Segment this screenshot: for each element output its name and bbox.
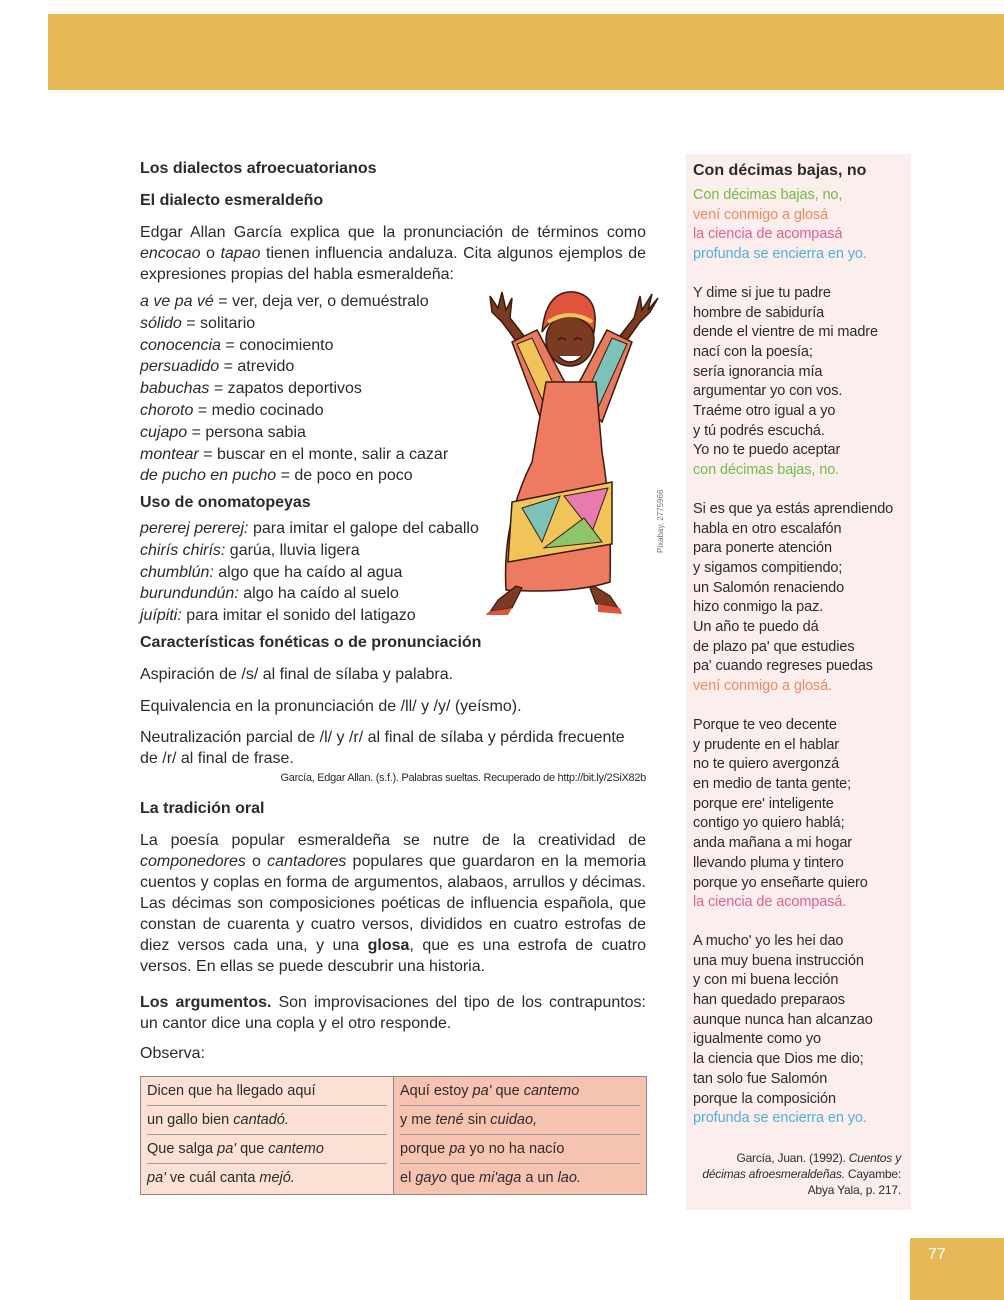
list-item: babuchas = zapatos deportivos	[140, 380, 362, 398]
poem-line: la ciencia de acompasá	[693, 226, 843, 243]
poem-line: de plazo pa' que estudies	[693, 638, 855, 655]
poem-line: y sigamos compitiendo;	[693, 559, 843, 576]
poem-line: Yo no te puedo aceptar	[693, 442, 841, 459]
poem-line: anda mañana a mi hogar	[693, 835, 853, 852]
poem-stanza	[693, 284, 911, 481]
section-heading-dialectos: Los dialectos afroecuatorianos	[140, 160, 377, 177]
poem-line: la ciencia de acompasá.	[693, 894, 847, 911]
copla-line: un gallo bien cantadó.	[147, 1106, 387, 1135]
copla-line: Dicen que ha llegado aquí	[147, 1077, 387, 1106]
poem-stanza	[693, 500, 911, 697]
source-citation: García, Edgar Allan. (s.f.). Palabras sueltas. Recuperado de http://bit.ly/2SiX82b	[280, 772, 646, 784]
list-item: a ve pa vé = ver, deja ver, o demuéstralo	[140, 293, 429, 310]
page-number: 77	[910, 1238, 1004, 1300]
list-item: montear = buscar en el monte, salir a cazar	[140, 445, 449, 463]
poem-line: habla en otro escalafón	[693, 520, 842, 537]
poem-line: y con mi buena lección	[693, 972, 839, 989]
fonetica-paragraph: Neutralización parcial de /l/ y /r/ al final de sílaba y pérdida frecuente de /r/ al final de frase.	[140, 729, 625, 767]
poem-line: contigo yo quiero hablá;	[693, 815, 845, 832]
copla-line: el gayo que mi'aga a un lao.	[400, 1170, 581, 1186]
poem-line: han quedado preparaos	[693, 992, 845, 1009]
poem-line: vení conmigo a glosá	[693, 206, 829, 223]
poem-line: Un año te puedo dá	[693, 619, 819, 636]
poem-line: Con décimas bajas, no,	[693, 187, 843, 203]
poem-line: Si es que ya estás aprendiendo	[693, 500, 894, 517]
poem-line: sería ignorancia mía	[693, 363, 823, 380]
poem-sidebar	[686, 154, 911, 1210]
section-heading-foneticas: Características fonéticas o de pronunciación	[140, 634, 482, 651]
poem-glosa	[693, 186, 911, 265]
section-heading-tradicion: La tradición oral	[140, 800, 265, 817]
poem-line: igualmente como yo	[693, 1031, 821, 1048]
poem-line: la ciencia que Dios me dio;	[693, 1051, 864, 1068]
poem-line: argumentar yo con vos.	[693, 383, 843, 400]
poem-line: y tú podrés escuchá.	[693, 422, 825, 439]
argumentos-paragraph: Los argumentos. Son improvisaciones del tipo de los contrapuntos: un cantor dice una copla y el otro responde.	[140, 994, 646, 1032]
list-item: cujapo = persona sabia	[140, 423, 306, 441]
image-credit: Pixabay, 2775966	[656, 489, 665, 553]
poem-line: llevando pluma y tintero	[693, 854, 844, 871]
poem-line: Traéme otro igual a yo	[693, 403, 836, 420]
poem-line: no te quiero avergonzá	[693, 756, 840, 773]
fonetica-paragraph: Aspiración de /s/ al final de sílaba y palabra.	[140, 666, 454, 683]
poem-line: una muy buena instrucción	[693, 952, 864, 969]
poem-line: aunque nunca han alcanzao	[693, 1011, 873, 1028]
list-item: pererej pererej: para imitar el galope del caballo	[140, 520, 479, 537]
copla-line: Aquí estoy pa' que cantemo	[400, 1077, 640, 1106]
intro-paragraph: Edgar Allan García explica que la pronunciación de términos como encocao o tapao tienen influencia andaluza. Cita algunos ejemplos de expresiones propias del habla esmeraldeña:	[140, 224, 647, 283]
poem-source: García, Juan. (1992). Cuentos y décimas afroesmeraldeñas. Cayambe: Abya Yala, p. 217.	[702, 1151, 901, 1197]
poem-line: tan solo fue Salomón	[693, 1070, 828, 1087]
poem-line: vení conmigo a glosá.	[693, 678, 832, 695]
poem-line: pa' cuando regreses puedas	[693, 658, 873, 675]
poem-line: porque ere' inteligente	[693, 795, 834, 812]
copla-left-cell	[141, 1077, 394, 1195]
copla-line: Que salga pa' que cantemo	[147, 1135, 387, 1164]
list-item: chirís chirís: garúa, lluvia ligera	[140, 541, 360, 559]
list-item: de pucho en pucho = de poco en poco	[140, 467, 413, 485]
fonetica-paragraph: Equivalencia en la pronunciación de /ll/ y /y/ (yeísmo).	[140, 698, 522, 715]
poem-line: Y dime si jue tu padre	[693, 284, 831, 301]
poem-line: Porque te veo decente	[693, 716, 837, 733]
copla-right-cell	[394, 1077, 647, 1195]
poem-line: para ponerte atención	[693, 540, 832, 557]
copla-line: y me tené sin cuidao,	[400, 1106, 640, 1135]
dancing-woman-illustration	[462, 282, 680, 616]
onomatopeya-list	[140, 518, 480, 627]
section-heading-esmeraldeno: El dialecto esmeraldeño	[140, 192, 324, 209]
list-item: persuadido = atrevido	[140, 358, 295, 376]
observa-label: Observa:	[140, 1045, 205, 1062]
poem-line: profunda se encierra en yo.	[693, 1110, 867, 1127]
list-item: conocencia = conocimiento	[140, 336, 334, 354]
poem-line: hombre de sabiduría	[693, 304, 825, 321]
header-band	[48, 14, 1004, 90]
poem-line: nací con la poesía;	[693, 343, 813, 360]
poem-title: Con décimas bajas, no	[693, 162, 867, 179]
poem-line: en medio de tanta gente;	[693, 775, 852, 792]
list-item: sólido = solitario	[140, 314, 256, 332]
section-heading-onomatopeyas: Uso de onomatopeyas	[140, 494, 311, 511]
list-item: choroto = medio cocinado	[140, 401, 324, 419]
poem-line: profunda se encierra en yo.	[693, 246, 867, 263]
poem-line: porque yo enseñarte quiero	[693, 874, 868, 891]
tradicion-paragraph: La poesía popular esmeraldeña se nutre de la creatividad de componedores o cantadores populares que guardaron en la memoria cuentos y coplas en forma de argumentos, alabaos, arrullos y décimas. Las décimas son composiciones poéticas de influencia española, que constan de cuarenta y cuatro versos, divididos en cuatro estrofas de diez versos cada una, y una glosa, que es una estrofa de cuatro versos. En ellas se puede descubrir una historia.	[140, 832, 646, 975]
poem-line: porque la composición	[693, 1090, 836, 1107]
poem-line: dende el vientre de mi madre	[693, 324, 878, 341]
poem-line: A mucho' yo les hei dao	[693, 932, 844, 949]
poem-line: con décimas bajas, no.	[693, 462, 840, 479]
poem-line: hizo conmigo la paz.	[693, 599, 824, 616]
copla-line: pa' ve cuál canta mejó.	[147, 1170, 295, 1186]
poem-line: y prudente en el hablar	[693, 736, 840, 753]
copla-line: porque pa yo no ha nacío	[400, 1135, 640, 1164]
dialect-list	[140, 291, 460, 487]
copla-table	[140, 1076, 647, 1195]
poem-stanza	[693, 932, 911, 1129]
poem-line: un Salomón renaciendo	[693, 579, 845, 596]
poem-stanza	[693, 716, 911, 913]
list-item: juípiti: para imitar el sonido del latigazo	[140, 607, 416, 625]
list-item: burundundún: algo ha caído al suelo	[140, 585, 399, 603]
list-item: chumblún: algo que ha caído al agua	[140, 563, 403, 581]
